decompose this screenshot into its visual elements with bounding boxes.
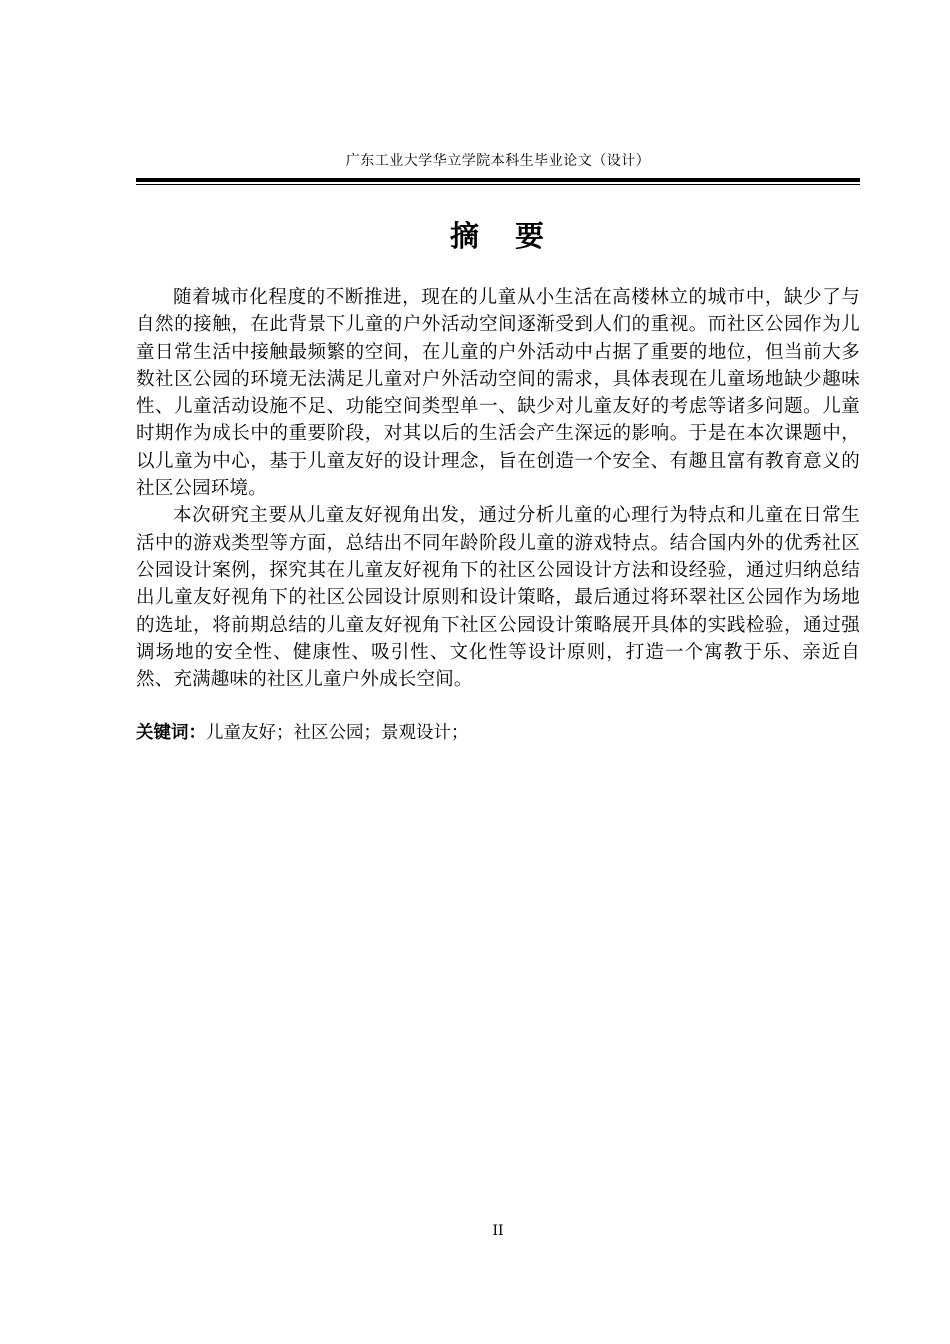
abstract-paragraph-2: 本次研究主要从儿童友好视角出发，通过分析儿童的心理行为特点和儿童在日常生活中的游戏类型等方面，总结出不同年龄阶段儿童的游戏特点。结合国内外的优秀社区公园设计案例，探究其在儿童友好视角下的社区公园设计方法和设经验，通过归纳总结出儿童友好视角下的社区公园设计原则和设计策略，最后通过将环翠社区公园作为场地的选址，将前期总结的儿童友好视角下社区公园设计策略展开具体的实践检验，通过强调场地的安全性、健康性、吸引性、文化性等设计原则，打造一个寓教于乐、亲近自然、充满趣味的社区儿童户外成长空间。	[136, 505, 860, 691]
keywords-label: 关键词：	[136, 723, 206, 743]
abstract-body	[136, 284, 860, 693]
keywords-line	[136, 721, 860, 745]
header-rule-thick	[136, 178, 860, 182]
page-number: II	[492, 1223, 504, 1239]
abstract-paragraph-1: 随着城市化程度的不断推进，现在的儿童从小生活在高楼林立的城市中，缺少了与自然的接触，在此背景下儿童的户外活动空间逐渐受到人们的重视。而社区公园作为儿童日常生活中接触最频繁的空间，在儿童的户外活动中占据了重要的地位，但当前大多数社区公园的环境无法满足儿童对户外活动空间的需求，具体表现在儿童场地缺少趣味性、儿童活动设施不足、功能空间类型单一、缺少对儿童友好的考虑等诸多问题。儿童时期作为成长中的重要阶段，对其以后的生活会产生深远的影响。于是在本次课题中，以儿童为中心，基于儿童友好的设计理念，旨在创造一个安全、有趣且富有教育意义的社区公园环境。	[136, 287, 860, 500]
running-header-title: 广东工业大学华立学院本科生毕业论文（设计）	[345, 153, 651, 169]
keywords-text: 儿童友好；社区公园；景观设计；	[206, 723, 469, 743]
header-rule-thin	[136, 184, 860, 185]
abstract-title: 摘 要	[449, 219, 547, 253]
